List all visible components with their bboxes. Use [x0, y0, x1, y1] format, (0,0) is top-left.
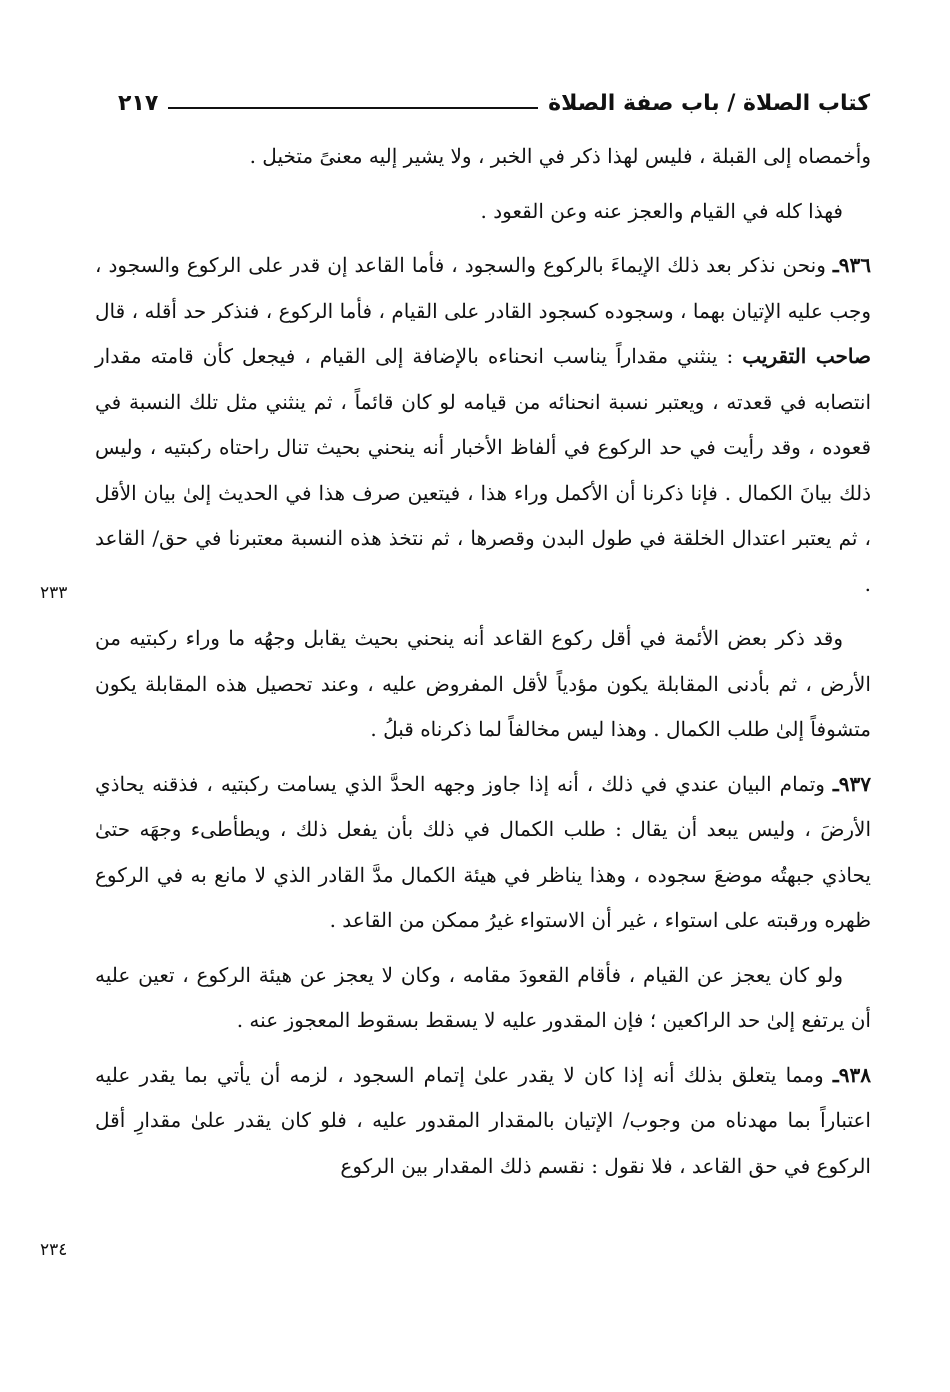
paragraph-text: وأخمصاه إلى القبلة ، فليس لهذا ذكر في الخبر ، ولا يشير إليه معنىً متخيل .	[249, 144, 871, 168]
paragraph	[95, 1053, 871, 1190]
section-number: ٩٣٧ـ	[832, 771, 871, 796]
paragraph	[95, 134, 871, 180]
paragraph-text: ونحن نذكر بعد ذلك الإيماءَ بالركوع والسجود ، فأما القاعد إن قدر على الركوع والسجود ، وجب عليه الإتيان بهما ، وسجوده كسجود القادر على القيام ، فأما الركوع ، فنذكر حد أقله ، قال	[95, 253, 871, 323]
paragraph-text: ومما يتعلق بذلك أنه إذا كان لا يقدر علىٰ إتمام السجود ، لزمه أن يأتي بما يقدر عليه اعتباراً بما مهدناه من وجوب/ الإتيان بالمقدار المقدور عليه ، فلو كان يقدر علىٰ مقدارِ أقل الركوع في حق القاعد ، فلا نقول : نقسم ذلك المقدار بين الركوع	[95, 1062, 871, 1178]
section-number: ٩٣٨ـ	[832, 1062, 871, 1087]
paragraph	[95, 762, 871, 944]
paragraph-text: فهذا كله في القيام والعجز عنه وعن القعود .	[480, 198, 843, 223]
page-number: ٢١٧	[118, 90, 159, 116]
paragraph-text: : ينثني مقداراً يناسب انحناءه بالإضافة إلى القيام ، فيجعل كأن قامته مقدار انتصابه في قعدته ، ويعتبر نسبة انحنائه من قيامه لو كان قائماً ، ثم ينثني مثل تلك النسبة في قعوده ، وقد رأيت في حد الركوع في ألفاظ الأخبار أنه ينحني بحيث تنال راحتاه ركبتيه ، وليس ذلك بيانَ الكمال . فإنا ذكرنا أن الأكمل وراء هذا ، فيتعين صرف هذا في الحديث إلىٰ بيان الأقل ، ثم يعتبر اعتدال الخلقة في طول البدن وقصرها ، ثم نتخذ هذه النسبة معتبرنا في حق/ القاعد .	[95, 344, 871, 596]
paragraph	[95, 953, 871, 1044]
paragraph	[95, 243, 871, 607]
cited-author: صاحب التقريب	[742, 344, 871, 368]
header-title: كتاب الصلاة / باب صفة الصلاة	[548, 90, 870, 116]
paragraph-text: ولو كان يعجز عن القيام ، فأقام القعودَ مقامه ، وكان لا يعجز عن هيئة الركوع ، تعين عليه أن يرتفع إلىٰ حد الراكعين ؛ فإن المقدور عليه لا يسقط بسقوط المعجوز عنه .	[95, 962, 871, 1032]
paragraph-text: وتمام البيان عندي في ذلك ، أنه إذا جاوز وجهه الحدَّ الذي يسامت ركبتيه ، فذقنه يحاذي الأرضَ ، وليس يبعد أن يقال : طلب الكمال في ذلك بأن يفعل ذلك ، ويطأطىء وجهَه حتىٰ يحاذي جبهتُه موضعَ سجوده ، وهذا يناظر في هيئة الكمال مدَّ القادر الذي لا مانع به في الركوع ظهره ورقبته على استواء ، غير أن الاستواء غيرُ ممكن من القاعد .	[95, 771, 871, 932]
running-header	[118, 86, 870, 120]
paragraph-text: وقد ذكر بعض الأئمة في أقل ركوع القاعد أنه ينحني بحيث يقابل وجهُه ما وراء ركبتيه من الأرض ، ثم بأدنى المقابلة يكون مؤدياً لأقل المفروض عليه ، وعند تحصيل هذه المقابلة يكون متشوفاً إلىٰ طلب الكمال . وهذا ليس مخالفاً لما ذكرناه قبلُ .	[95, 626, 871, 741]
margin-reference-number: ٢٣٤	[40, 1240, 68, 1260]
section-number: ٩٣٦ـ	[832, 253, 871, 277]
margin-reference-number: ٢٣٣	[40, 583, 68, 603]
header-rule	[168, 107, 538, 109]
paragraph	[95, 616, 871, 753]
paragraph	[95, 189, 871, 235]
body-text	[95, 134, 871, 1198]
